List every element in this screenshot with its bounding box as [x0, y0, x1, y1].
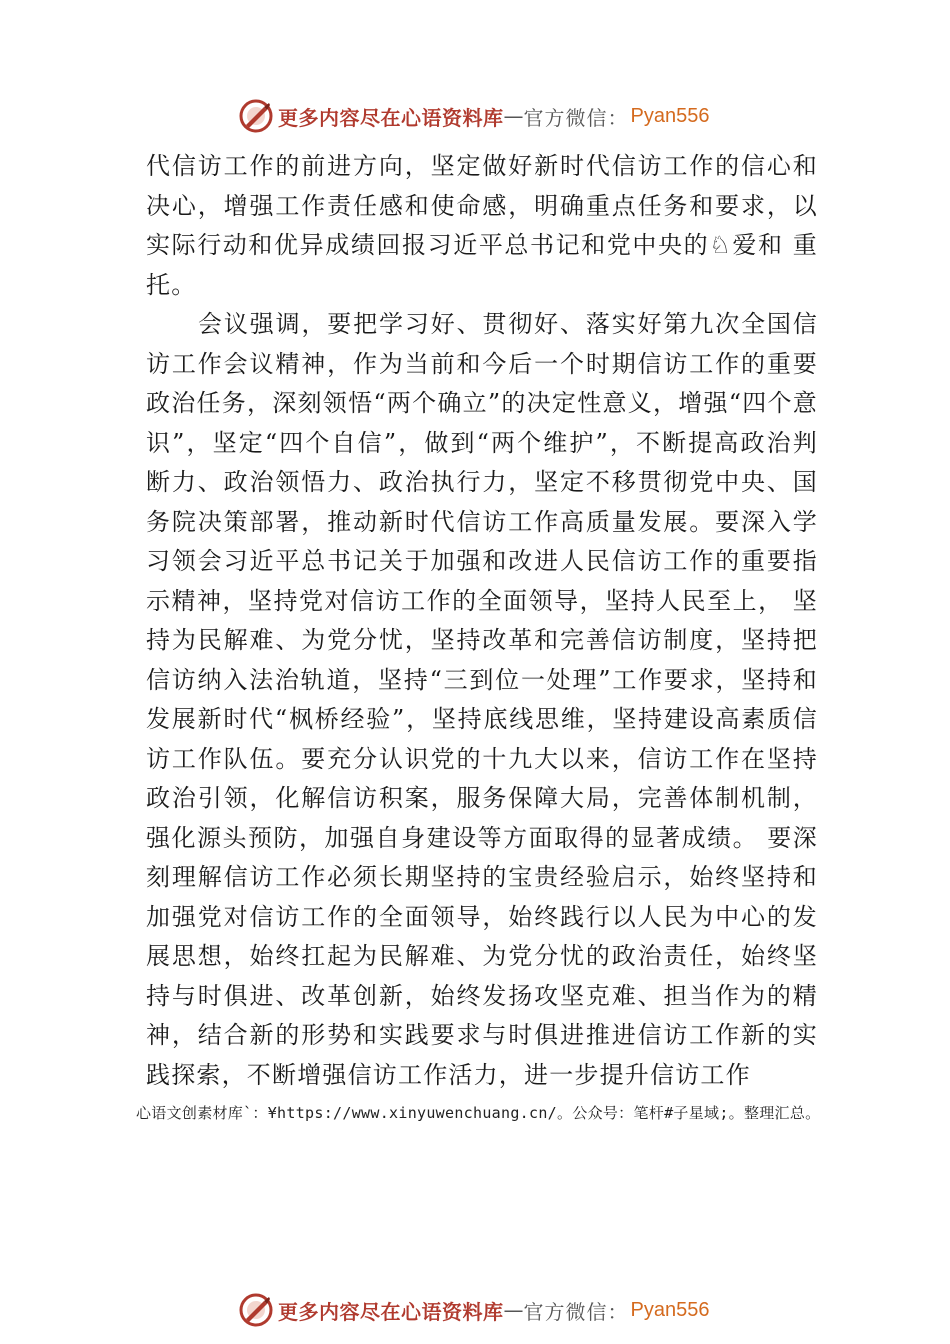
wechat-id: Pyan556: [630, 1298, 710, 1321]
library-logo-icon: [238, 98, 274, 134]
site-name: 更多内容尽在心语资料库: [278, 1299, 504, 1324]
header-banner: [238, 96, 709, 136]
wechat-id: Pyan556: [630, 104, 710, 127]
library-logo-icon: [238, 1292, 274, 1328]
wechat-label: 官方微信：: [523, 105, 629, 130]
paragraph-meeting-emphasis: 会议强调，要把学习好、贯彻好、落实好第九次全国信访工作会议精神，作为当前和今后一个时期信访工作的重要政治任务，深刻领悟“两个确立”的决定性意义，增强“四个意识”，坚定“四个自信”，做到“两个维护”，不断提高政治判断力、政治领悟力、政治执行力，坚定不移贯彻党中央、国务院决策部署，推动新时代信访工作高质量发展。要深入学习领会习近平总书记关于加强和改进人民信访工作的重要指示精神，坚持党对信访工作的全面领导，坚持人民至上， 坚持为民解难、为党分忧，坚持改革和完善信访制度，坚持把信访纳入法治轨道，坚持“三到位一处理”工作要求，坚持和发展新时代“枫桥经验”，坚持底线思维，坚持建设高素质信访工作队伍。要充分认识党的十九大以来，信访工作在坚持政治引领，化解信访积案，服务保障大局，完善体制机制，强化源头预防，加强自身建设等方面取得的显著成绩。 要深刻理解信访工作必须长期坚持的宝贵经验启示，始终坚持和加强党对信访工作的全面领导，始终践行以人民为中心的发展思想，始终扛起为民解难、为党分忧的政治责任，始终坚持与时俱进、改革创新，始终发扬攻坚克难、担当作为的精神，结合新的形势和实践要求与时俱进推进信访工作新的实践探索，不断增强信访工作活力，进一步提升信访工作: [146, 310, 818, 1089]
source-footnote: 心语文创素材库`：¥https://www.xinyuwenchuang.cn/。公众号：笔杆#子星域;。整理汇总。: [136, 1104, 821, 1122]
site-name: 更多内容尽在心语资料库: [278, 105, 504, 130]
paragraph-continuation: 代信访工作的前进方向，坚定做好新时代信访工作的信心和决心，增强工作责任感和使命感，明确重点任务和要求，以实际行动和优异成绩回报习近平总书记和党中央的♘爱和 重托。: [146, 152, 818, 299]
document-body: [146, 147, 818, 1095]
banner-separator: —: [503, 1298, 524, 1322]
banner-separator: —: [503, 104, 524, 128]
footer-banner: [238, 1290, 709, 1330]
wechat-label: 官方微信：: [523, 1299, 629, 1324]
